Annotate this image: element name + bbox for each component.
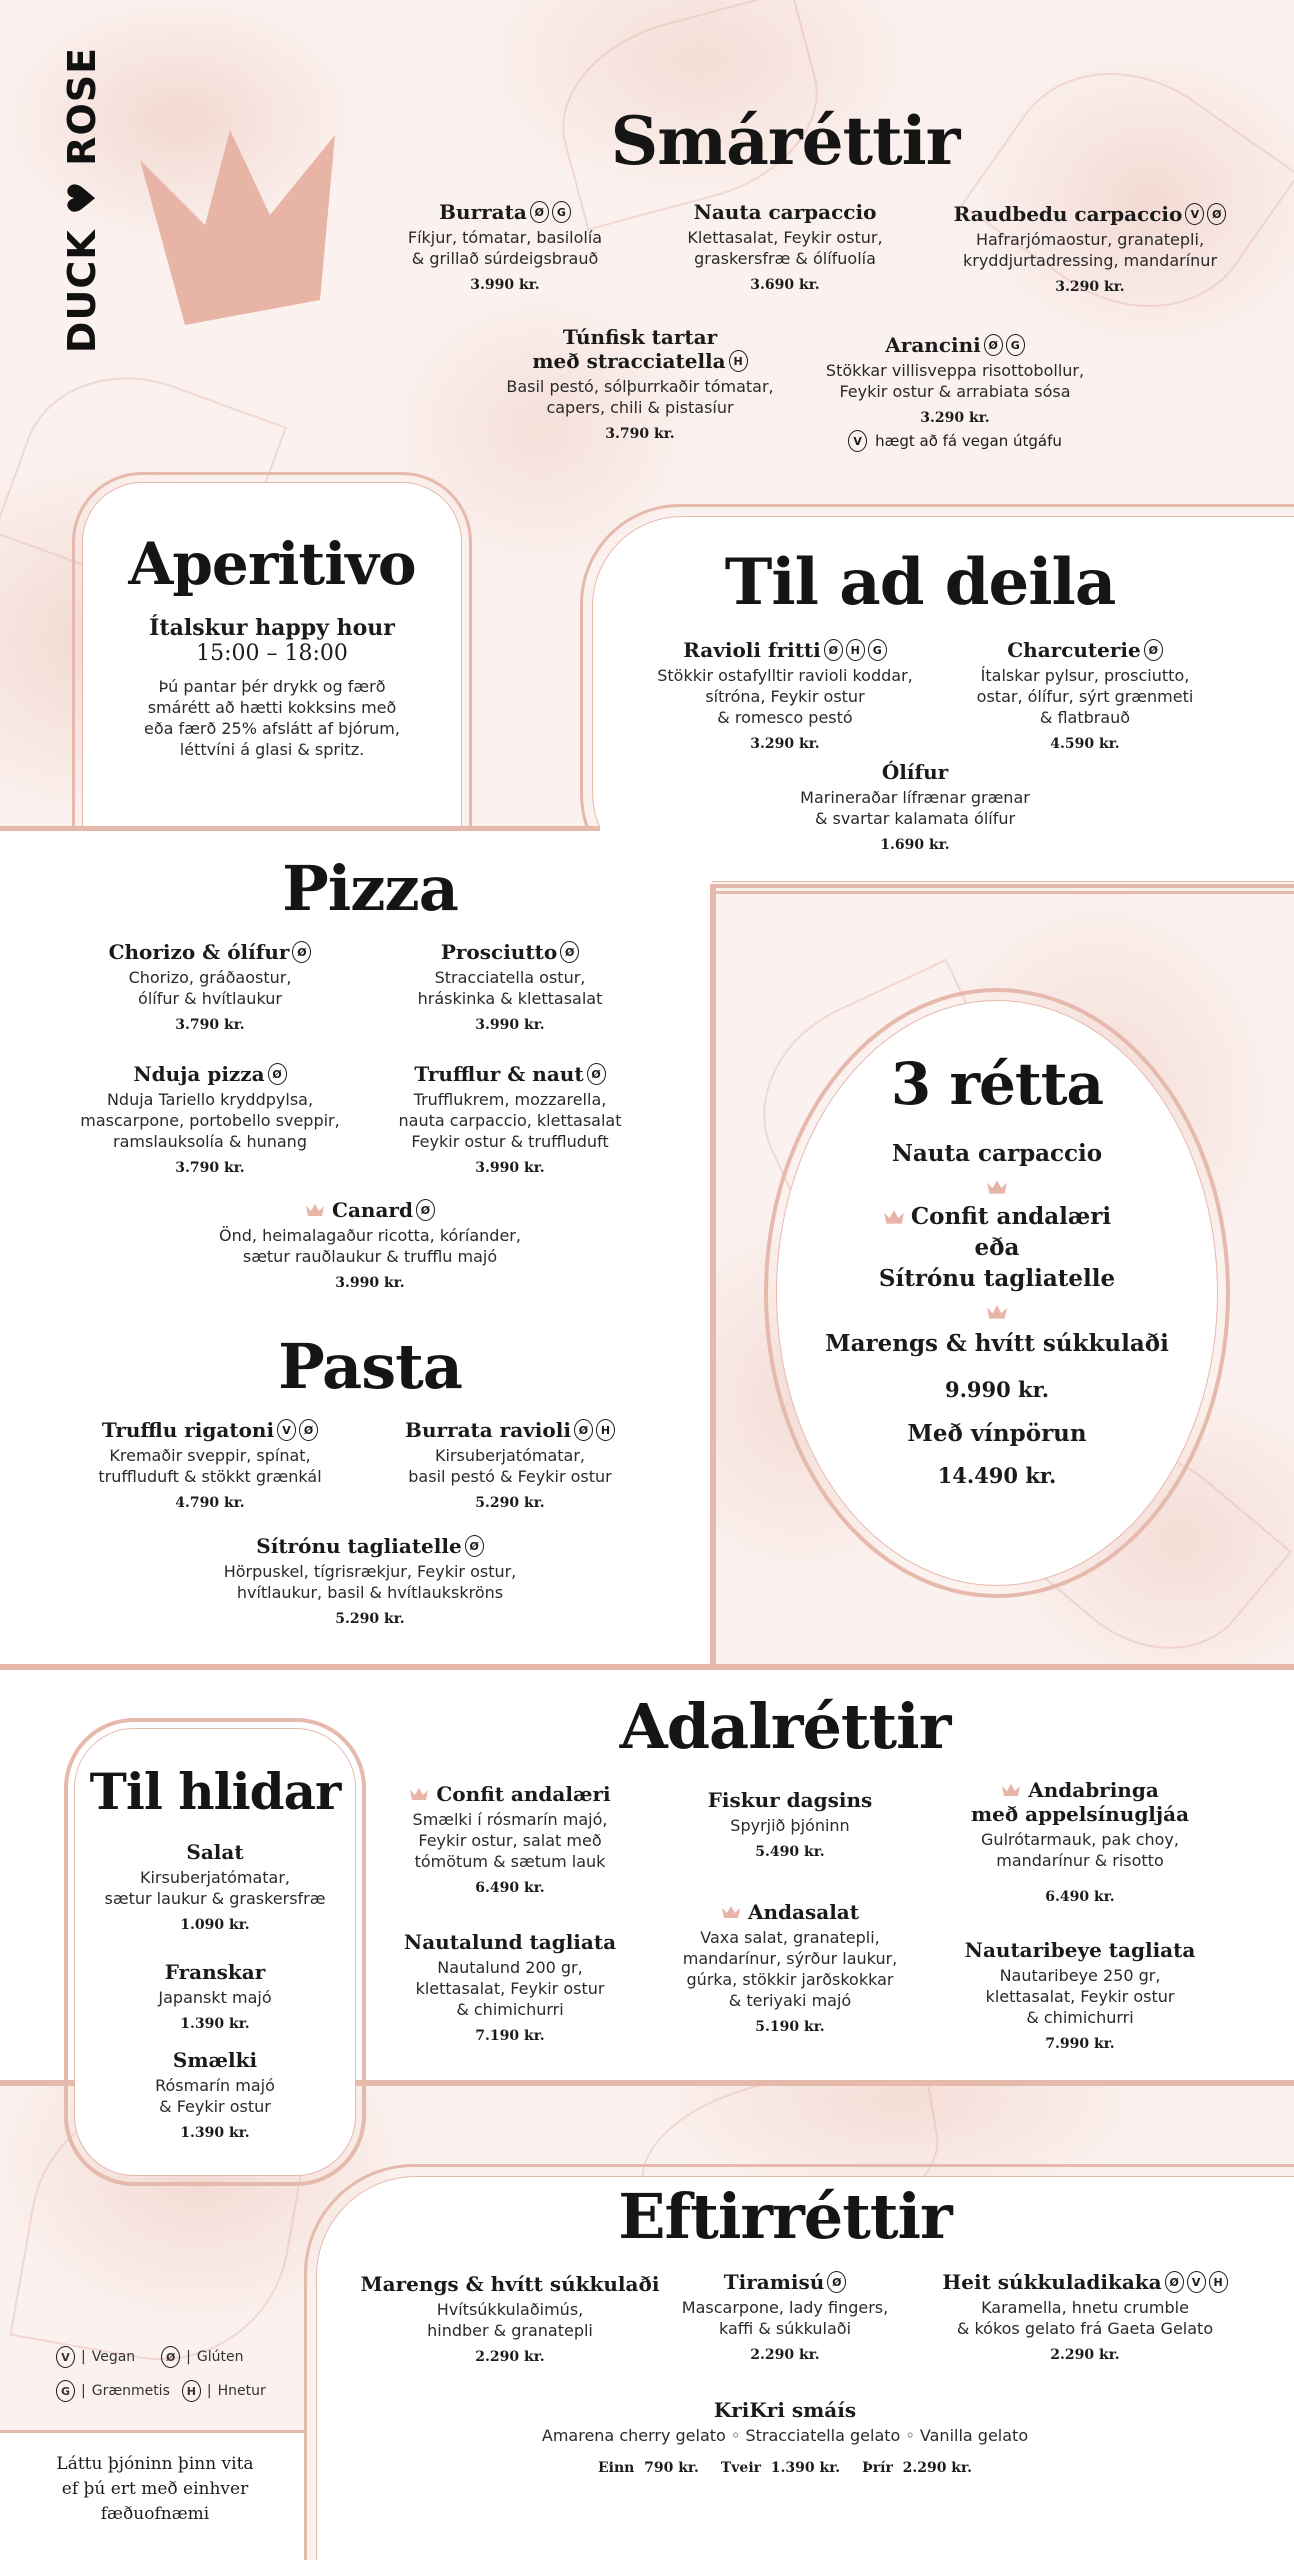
gluten-free-icon: G: [552, 201, 571, 223]
menu-item: [350, 2272, 670, 2365]
item-description: sætur rauðlaukur & trufflu majó: [242, 1247, 498, 1266]
item-description: ostar, ólífur, sýrt grænmeti: [976, 687, 1194, 706]
item-name: Canard: [332, 1198, 413, 1222]
item-price: 2.290 kr.: [750, 2347, 820, 2363]
item-description: Stökkar villisveppa risottobollur,: [825, 361, 1085, 380]
legend-label: Grænmetis: [91, 2383, 170, 2399]
item-description: Hörpuskel, tígrisrækjur, Feykir ostur,: [223, 1562, 517, 1581]
vegan-icon: Ø: [530, 201, 549, 223]
gluten-free-icon: Ø: [574, 1419, 593, 1441]
gluten-free-icon: Ø: [268, 1063, 287, 1085]
item-price: 3.690 kr.: [750, 277, 820, 293]
allergy-note-text: Láttu þjóninn þinn vita: [56, 2454, 254, 2474]
nuts-icon: H: [596, 1419, 615, 1441]
item-name: Túnfisk tartar: [562, 325, 718, 349]
gluten-free-icon: Ø: [292, 941, 311, 963]
item-description: Chorizo, gráðaostur,: [128, 968, 292, 987]
wine-pairing-label: Með vínpörun: [907, 1420, 1087, 1447]
item-price: 1.390 kr.: [180, 2125, 250, 2141]
item-name: Tiramisú: [723, 2270, 825, 2294]
item-name: Ólífur: [881, 760, 949, 784]
item-description: Hvítsúkkulaðimús,: [436, 2300, 584, 2319]
item-description: Stökkir ostafylltir ravioli koddar,: [657, 666, 913, 685]
item-name: Raudbedu carpaccio: [953, 202, 1183, 226]
gluten-free-icon: Ø: [299, 1419, 318, 1441]
item-description: ramslauksolía & hunang: [113, 1132, 307, 1151]
menu-item: [620, 638, 950, 752]
gluten-free-icon: Ø: [827, 2271, 846, 2293]
three-course-starter: Nauta carpaccio: [891, 1140, 1103, 1167]
item-price: 3.290 kr.: [920, 410, 990, 426]
item-name: með stracciatella: [532, 349, 726, 373]
item-description: mascarpone, portobello sveppir,: [80, 1111, 340, 1130]
section-title-til-hlidar: Til hlidar: [89, 1762, 341, 1821]
item-price: 2.290 kr.: [1050, 2347, 1120, 2363]
item-description: sítróna, Feykir ostur: [705, 687, 865, 706]
item-description: Feykir ostur & truffluduft: [411, 1132, 609, 1151]
gluten-free-icon: Ø: [1144, 639, 1163, 661]
item-price: 7.190 kr.: [475, 2028, 545, 2044]
item-description: Spyrjið þjóninn: [730, 1816, 850, 1835]
item-description: & chimichurri: [456, 2000, 564, 2019]
item-price: 3.990 kr.: [335, 1275, 405, 1291]
divider: [0, 826, 600, 831]
item-description: Feykir ostur & arrabiata sósa: [839, 382, 1071, 401]
nuts-icon: H: [729, 350, 748, 372]
legend-label: Glúten: [196, 2349, 244, 2365]
item-description: Önd, heimalagaður ricotta, kóríander,: [219, 1226, 521, 1245]
item-name: með appelsínugljáa: [970, 1802, 1190, 1826]
item-description: Rósmarín majó: [155, 2076, 275, 2095]
price-label: Einn: [598, 2460, 635, 2476]
item-description: Stracciatella ostur,: [434, 968, 586, 987]
aperitivo-description: eða færð 25% afslátt af bjórum,: [144, 719, 400, 738]
aperitivo-hours: 15:00 – 18:00: [196, 641, 348, 666]
item-name: Nautalund tagliata: [403, 1930, 617, 1954]
gluten-free-icon: Ø: [587, 1063, 606, 1085]
item-name: Andasalat: [747, 1900, 859, 1924]
item-description: klettasalat, Feykir ostur: [415, 1979, 605, 1998]
section-title-pizza: Pizza: [282, 852, 458, 925]
gluten-free-icon: G: [1006, 334, 1025, 356]
item-price: 790 kr.: [644, 2460, 699, 2476]
item-description: sætur laukur & graskersfræ: [104, 1889, 326, 1908]
item-name: Franskar: [164, 1960, 266, 1984]
divider: [710, 884, 716, 1668]
aperitivo-subtitle: Ítalskur happy hour: [149, 615, 395, 641]
item-name: Burrata: [439, 200, 527, 224]
gluten-free-icon: Ø: [824, 639, 843, 661]
item-description: & teriyaki majó: [728, 1991, 852, 2010]
item-name: Nauta carpaccio: [693, 200, 877, 224]
item-description: Fíkjur, tómatar, basilolía: [407, 228, 603, 247]
item-name: Heit súkkuladikaka: [942, 2270, 1162, 2294]
section-title-pasta: Pasta: [278, 1330, 462, 1403]
crown-icon: [883, 1209, 905, 1225]
divider: [0, 2430, 304, 2433]
menu-item: [750, 760, 1080, 853]
item-description: Hafrarjómaostur, granatepli,: [975, 230, 1205, 249]
menu-item: [50, 940, 370, 1033]
item-price: 3.790 kr.: [175, 1160, 245, 1176]
crown-icon: [1001, 1783, 1021, 1797]
item-description: nauta carpaccio, klettasalat: [398, 1111, 622, 1130]
vegan-icon: V: [848, 430, 867, 452]
item-name: Ravioli fritti: [683, 638, 821, 662]
three-course-main: Sítrónu tagliatelle: [878, 1265, 1116, 1292]
price-label: Tveir: [720, 2460, 762, 2476]
aperitivo-description: Þú pantar þér drykk og færð: [158, 677, 386, 696]
item-description: capers, chili & pistasíur: [546, 398, 734, 417]
item-description: & grillað súrdeigsbrauð: [411, 249, 599, 268]
crown-icon: [409, 1787, 429, 1801]
item-price: 5.190 kr.: [755, 2019, 825, 2035]
item-description: Gulrótarmauk, pak choy,: [981, 1830, 1179, 1849]
allergy-note-text: ef þú ert með einhver: [61, 2479, 249, 2499]
item-price: 3.990 kr.: [470, 277, 540, 293]
item-description: Klettasalat, Feykir ostur,: [687, 228, 883, 247]
item-description: basil pestó & Feykir ostur: [408, 1467, 612, 1486]
menu-item: [170, 1198, 570, 1291]
crown-icon: [130, 125, 340, 325]
item-name: Salat: [186, 1840, 244, 1864]
menu-item: [370, 1930, 650, 2044]
menu-item: [74, 2048, 356, 2141]
item-description: & Feykir ostur: [159, 2097, 271, 2116]
item-description: Nautaribeye 250 gr,: [999, 1966, 1161, 1985]
divider: [716, 884, 1294, 888]
item-description: tómötum & sætum lauk: [414, 1852, 606, 1871]
three-course-or: eða: [974, 1234, 1020, 1261]
three-course-price: 9.990 kr.: [944, 1377, 1050, 1402]
item-description: Marineraðar lífrænar grænar: [800, 788, 1030, 807]
item-price: 5.290 kr.: [475, 1495, 545, 1511]
section-title-eftirrettir: Eftirréttir: [618, 2180, 952, 2253]
crown-icon: [986, 1304, 1008, 1320]
item-name: Trufflur & naut: [414, 1062, 584, 1086]
menu-item: [74, 1960, 356, 2032]
vegetarian-icon: G: [56, 2380, 75, 2402]
item-name: Nduja pizza: [133, 1062, 265, 1086]
item-description: Vaxa salat, granatepli,: [700, 1928, 880, 1947]
menu-item: [370, 1782, 650, 1896]
item-description: Amarena cherry gelato ◦ Stracciatella gelato ◦ Vanilla gelato: [541, 2426, 1029, 2445]
item-price: 3.990 kr.: [475, 1160, 545, 1176]
item-description: Basil pestó, sólþurrkaðir tómatar,: [506, 377, 774, 396]
item-description: & chimichurri: [1026, 2008, 1134, 2027]
item-description: ólífur & hvítlaukur: [138, 989, 282, 1008]
three-course-dessert: Marengs & hvítt súkkulaði: [825, 1330, 1169, 1357]
item-price: 1.390 kr.: [180, 2016, 250, 2032]
item-price: 3.290 kr.: [1055, 279, 1125, 295]
crown-icon: [305, 1203, 325, 1217]
gluten-free-icon: Ø: [560, 941, 579, 963]
aperitivo-info: [82, 615, 462, 760]
item-description: Kremaðir sveppir, spínat,: [109, 1446, 311, 1465]
item-name: Andabringa: [1028, 1778, 1159, 1802]
gluten-free-icon: Ø: [416, 1199, 435, 1221]
item-description: & svartar kalamata ólífur: [814, 809, 1016, 828]
menu-item: [50, 1062, 370, 1176]
item-price: 1.690 kr.: [880, 837, 950, 853]
three-course-menu: [776, 1140, 1218, 1488]
item-name: Trufflu rigatoni: [101, 1418, 275, 1442]
item-name: Chorizo & ólífur: [108, 940, 290, 964]
gluten-free-icon: Ø: [984, 334, 1003, 356]
section-title-adalrettir: Adalréttir: [619, 1690, 951, 1763]
legend-label: Hnetur: [217, 2383, 266, 2399]
item-name: Sítrónu tagliatelle: [256, 1534, 462, 1558]
menu-item: [650, 1900, 930, 2035]
item-price: 2.290 kr.: [475, 2349, 545, 2365]
item-price: 7.990 kr.: [1045, 2036, 1115, 2052]
item-description: Kirsuberjatómatar,: [139, 1868, 290, 1887]
menu-item: [650, 1788, 930, 1860]
item-description: Nautalund 200 gr,: [437, 1958, 583, 1977]
menu-item: [350, 1062, 670, 1176]
menu-item: [910, 202, 1270, 295]
menu-item: [910, 2270, 1260, 2363]
vegan-icon: V: [56, 2346, 75, 2368]
item-description: Japanskt majó: [158, 1988, 272, 2007]
menu-item: [790, 333, 1120, 452]
item-price: 6.490 kr.: [1045, 1889, 1115, 1905]
item-price: 6.490 kr.: [475, 1880, 545, 1896]
item-description: kryddjurtadressing, mandarínur: [962, 251, 1218, 270]
section-title-three-course: 3 rétta: [890, 1050, 1104, 1118]
gluten-free-icon: Ø: [161, 2346, 180, 2368]
allergy-note-text: fæðuofnæmi: [100, 2504, 210, 2524]
item-name: Fiskur dagsins: [707, 1788, 873, 1812]
menu-item: [170, 1534, 570, 1627]
allergen-legend: V | Vegan Ø | Glúten G | Grænmetis H | Hnetur: [56, 2346, 296, 2402]
item-name: Marengs & hvítt súkkulaði: [360, 2272, 660, 2296]
item-price: 5.290 kr.: [335, 1611, 405, 1627]
section-title-smarettir: Smáréttir: [610, 102, 960, 180]
vegetarian-icon: G: [868, 639, 887, 661]
legend-label: Vegan: [91, 2349, 136, 2365]
item-price: 1.390 kr.: [770, 2460, 841, 2476]
nuts-icon: H: [1209, 2271, 1228, 2293]
menu-item: [930, 1938, 1230, 2052]
menu-item: [50, 1418, 370, 1511]
item-description: Karamella, hnetu crumble: [981, 2298, 1189, 2317]
menu-item: [480, 325, 800, 442]
menu-item: [930, 1778, 1230, 1905]
item-price: 3.790 kr.: [175, 1017, 245, 1033]
item-description: & romesco pestó: [717, 708, 853, 727]
menu-item: [74, 1840, 356, 1933]
section-title-aperitivo: Aperitivo: [128, 530, 416, 598]
aperitivo-description: smárétt að hætti kokksins með: [147, 698, 397, 717]
item-description: Smælki í rósmarín majó,: [412, 1810, 608, 1829]
item-description: klettasalat, Feykir ostur: [985, 1987, 1175, 2006]
item-description: hindber & granatepli: [427, 2321, 593, 2340]
item-description: Ítalskar pylsur, prosciutto,: [980, 666, 1190, 685]
item-price: 4.790 kr.: [175, 1495, 245, 1511]
vegan-icon: V: [277, 1419, 296, 1441]
price-label: Þrír: [862, 2460, 893, 2476]
item-price: 5.490 kr.: [755, 1844, 825, 1860]
item-name: Burrata ravioli: [405, 1418, 571, 1442]
item-price: 3.290 kr.: [750, 736, 820, 752]
vegan-icon: V: [1185, 203, 1204, 225]
item-name: KriKri smáís: [713, 2398, 857, 2422]
item-description: & kókos gelato frá Gaeta Gelato: [956, 2319, 1214, 2338]
item-description: mandarínur & risotto: [996, 1851, 1164, 1870]
item-name: Nautaribeye tagliata: [964, 1938, 1196, 1962]
item-name: Arancini: [885, 333, 981, 357]
nuts-icon: H: [846, 639, 865, 661]
menu-item: [920, 638, 1250, 752]
three-course-main: Confit andalæri: [910, 1203, 1112, 1230]
item-name: Prosciutto: [440, 940, 558, 964]
vegan-icon: V: [1187, 2271, 1206, 2293]
gluten-free-icon: Ø: [1207, 203, 1226, 225]
krikri-item: [470, 2398, 1100, 2476]
item-price: 2.290 kr.: [902, 2460, 972, 2476]
item-description: graskersfræ & ólífuolía: [694, 249, 876, 268]
gluten-free-icon: Ø: [1165, 2271, 1184, 2293]
item-description: mandarínur, sýrður laukur,: [682, 1949, 898, 1968]
brand-logo: DUCK ♥ ROSE: [60, 46, 104, 354]
item-price: 4.590 kr.: [1050, 736, 1120, 752]
item-price: 3.790 kr.: [605, 426, 675, 442]
vegan-note: hægt að fá vegan útgáfu: [875, 432, 1062, 450]
menu-item: [620, 200, 950, 293]
item-description: hráskinka & klettasalat: [417, 989, 603, 1008]
item-description: gúrka, stökkir jarðskokkar: [686, 1970, 894, 1989]
item-description: kaffi & súkkulaði: [718, 2319, 852, 2338]
item-price: 1.090 kr.: [180, 1917, 250, 1933]
item-description: Trufflukrem, mozzarella,: [413, 1090, 607, 1109]
item-name: Charcuterie: [1007, 638, 1141, 662]
item-name: Confit andalæri: [436, 1782, 611, 1806]
item-description: Feykir ostur, salat með: [418, 1831, 602, 1850]
section-title-til-ad-deila: Til ad deila: [724, 545, 1116, 620]
item-price: 3.990 kr.: [475, 1017, 545, 1033]
item-description: Mascarpone, lady fingers,: [681, 2298, 889, 2317]
wine-pairing-price: 14.490 kr.: [937, 1463, 1057, 1488]
aperitivo-description: léttvíni á glasi & spritz.: [179, 740, 365, 759]
crown-icon: [721, 1905, 741, 1919]
menu-item: [350, 940, 670, 1033]
nuts-icon: H: [182, 2380, 201, 2402]
item-description: hvítlaukur, basil & hvítlaukskröns: [236, 1583, 504, 1602]
menu-item: [350, 1418, 670, 1511]
gluten-free-icon: Ø: [465, 1535, 484, 1557]
item-description: & flatbrauð: [1039, 708, 1131, 727]
menu-item: [640, 2270, 930, 2363]
item-name: Smælki: [172, 2048, 258, 2072]
crown-icon: [986, 1179, 1008, 1195]
allergy-note: [20, 2452, 290, 2527]
item-description: Nduja Tariello kryddpylsa,: [106, 1090, 314, 1109]
item-description: truffluduft & stökkt grænkál: [98, 1467, 322, 1486]
item-description: Kirsuberjatómatar,: [434, 1446, 585, 1465]
